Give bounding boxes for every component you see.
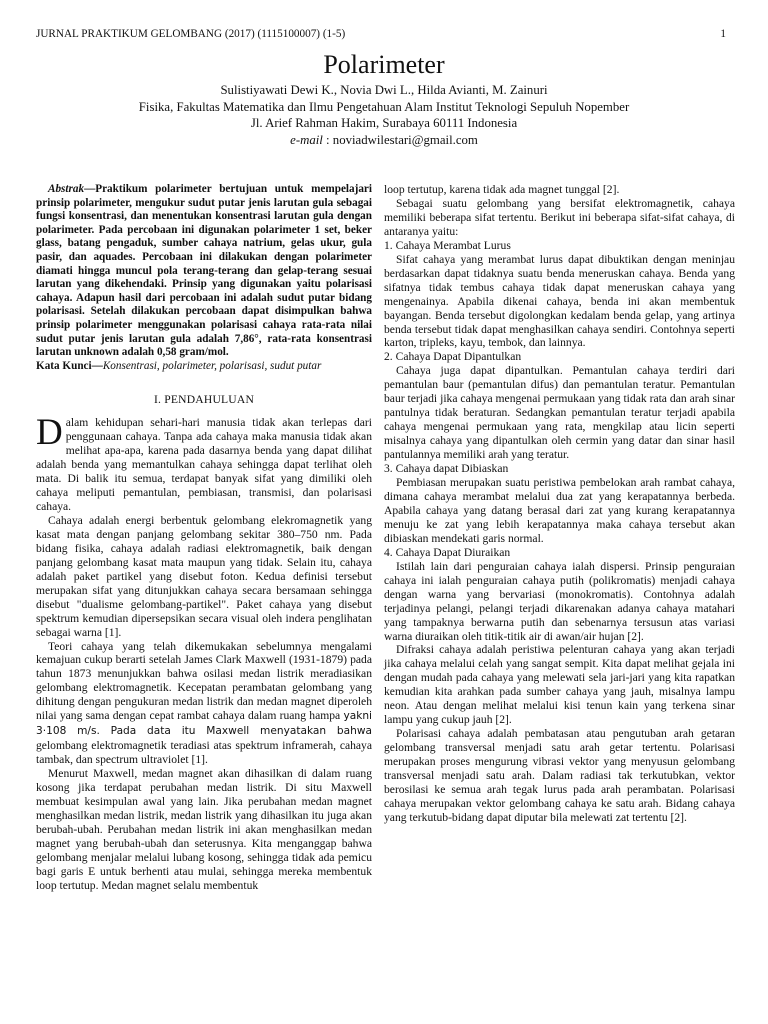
- page-number: 1: [720, 28, 726, 40]
- right-column: [384, 183, 735, 825]
- abstract-text: Praktikum polarimeter bertujuan untuk mempelajari prinsip polarimeter, mengukur sudut putar jenis larutan gula sebagai fungsi konsentrasi, dan menentukan konsentrasi larutan gula dengan polarimeter. Pada percobaan ini digunakan polarimeter 1 set, beker glass, batang pengaduk, sumber cahaya natrium, gelas ukur, gula pasir, dan aquades. Percobaan ini dilakukan dengan polarimeter diamati hingga muncul pola terang-terang dan gelap-terang sesuai larutan yang dikehendaki. Prinsip yang digunakan yaitu polarisasi cahaya. Adapun hasil dari percobaan ini adalah sudut putar bidang polarisasi. Setelah dilakukan percobaan dapat disimpulkan bahwa prinsip polarimeter menggunakan polarisasi cahaya rata-rata nilai sudut putar jenis larutan gula adalah 7,86°, rata-rata konsentrasi larutan unknown adalah 0,58 gram/mol.: [36, 183, 372, 359]
- abstract-dash: —: [84, 183, 96, 195]
- intro-paragraph-3: [36, 640, 372, 768]
- running-header: [36, 27, 726, 41]
- journal-header: JURNAL PRAKTIKUM GELOMBANG (2017) (1115100007) (1-5): [36, 28, 346, 40]
- keywords-label: Kata Kunci—: [36, 359, 103, 372]
- author-affiliation: Fisika, Fakultas Matematika dan Ilmu Pengetahuan Alam Institut Teknologi Sepuluh Nopember: [138, 99, 630, 114]
- left-column: [36, 183, 372, 893]
- right-paragraph-3: Cahaya juga dapat dipantulkan. Pemantulan cahaya terdiri dari pemantulan baur (pemantulan difus) dan pemantulan teratur. Pemantulan baur terjadi jika cahaya mengenai permukaan yang tidak rata dan arah sinar pantulnya tidak beraturan. Sedangkan pemantulan teratur terjadi apabila cahaya mengenai permukaan yang rata, mengkilap atau licin seperti misalnya cahaya yang dipantulkan oleh cermin yang datar dan sinar hasil pantulannya memiliki arah yang teratur.: [384, 364, 735, 462]
- subheading-1: 1. Cahaya Merambat Lurus: [384, 238, 511, 252]
- right-paragraph-5: Istilah lain dari penguraian cahaya ialah dispersi. Prinsip penguraian cahaya ini ialah penguraian cahaya putih (polikromatis) menjadi cahaya dengan warna yang bervariasi (monokromatis). Contohnya adalah terjadinya pelangi, pelangi terjadi dikarenakan adanya cahaya matahari yang tampaknya berwarna putih dan sebenarnya tersusun atas variasi warna diuraikan oleh titik-titik air di awan/air hujan [2].: [384, 559, 735, 643]
- paper-title: Polarimeter: [323, 50, 445, 79]
- keywords: [36, 360, 372, 374]
- keywords-text: Konsentrasi, polarimeter, polarisasi, sudut putar: [102, 359, 322, 372]
- author-email-line: [0, 132, 768, 149]
- email-link[interactable]: : noviadwilestari@gmail.com: [322, 132, 478, 147]
- abstract-label: Abstrak: [48, 183, 85, 195]
- intro-paragraph-3-text-a: Teori cahaya yang telah dikemukakan sebelumnya mengalami kemajuan cukup berarti setelah James Clark Maxwell (1931-1879) pada tahun 1873 menunjukkan bahwa osilasi medan listrik meradiasikan gelombang elektromagnetik. Kecepatan perambatan gelombang yang dihitung dengan pengukuran medan listrik dan medan magnet diperoleh nilai yang sama dengan cepat rambat cahaya dalam ruang hampa: [36, 639, 372, 723]
- intro-paragraph-2: Cahaya adalah energi berbentuk gelombang elekromagnetik yang kasat mata dengan panjang gelombang sekitar 380–750 nm. Pada bidang fisika, cahaya adalah radiasi elektromagnetik, baik dengan panjang gelombang kasat mata maupun yang tidak. Selain itu, cahaya adalah paket partikel yang disebut foton. Kedua definisi tersebut merupakan sifat yang ditunjukkan cahaya secara bersamaan sehingga disebut "dualisme gelombang-partikel". Paket cahaya yang disebut spektrum kemudian dipersepsikan secara visual oleh indera penglihatan sebagai warna [1].: [36, 513, 372, 639]
- subheading-4: 4. Cahaya Dapat Diuraikan: [384, 545, 511, 559]
- intro-paragraph-4: Menurut Maxwell, medan magnet akan dihasilkan di dalam ruang kosong jika terdapat perubahan medan listrik. Di situ Maxwell membuat kesimpulan awal yang lain. Jika perubahan medan magnet menghasilkan medan listrik, medan listrik yang dihasilkan itu juga akan berubah-ubah. Perubahan medan listrik ini akan menghasilkan medan magnet yang berubah-ubah dan seterusnya. Kita menganggap bahwa gelombang menjalar melalui lubang kosong, sehingga tidak ada pemicu bagi garis E untuk berhenti atau mulai, sehingga mereka membentuk loop tertutup. Medan magnet selalu membentuk: [36, 767, 372, 892]
- subheading-3: 3. Cahaya dapat Dibiaskan: [384, 462, 509, 476]
- right-paragraph-1: Sebagai suatu gelombang yang bersifat elektromagnetik, cahaya memiliki beberapa sifat tertentu. Berikut ini beberapa sifat-sifat cahaya, di antaranya yaitu:: [384, 196, 735, 238]
- abstract: [36, 183, 372, 360]
- right-paragraph-0: loop tertutup, karena tidak ada magnet tunggal [2].: [384, 183, 620, 196]
- author-block: [0, 82, 768, 148]
- intro-paragraph-1-text: alam kehidupan sehari-hari manusia tidak akan terlepas dari penggunaan cahaya. Tanpa ada cahaya maka manusia tidak akan melihat apa-apa, karena pada dasarnya benda yang dapat dilihat adalah benda yang memantulkan cahaya sehingga dapat terlihat oleh mata. Di balik itu semua, terdapat banyak sifat yang dimiliki oleh cahaya meliputi pemantulan, pembiasan, transmisi, dan polarisasi cahaya.: [36, 416, 372, 513]
- intro-paragraph-3-text-c: gelombang elektromagnetik teradiasi atas spektrum inframerah, cahaya tambak, dan spectrum ultraviolet [1].: [36, 739, 372, 767]
- author-address: Jl. Arief Rahman Hakim, Surabaya 60111 Indonesia: [250, 116, 518, 130]
- author-names: Sulistiyawati Dewi K., Novia Dwi L., Hilda Avianti, M. Zainuri: [220, 83, 548, 97]
- intro-paragraph-3-text-b: yakni 3·108 m/s. Pada data itu Maxwell menyatakan bahwa: [36, 710, 372, 738]
- right-paragraph-2: Sifat cahaya yang merambat lurus dapat dibuktikan dengan meninjau berdasarkan dapat tidaknya suatu benda meneruskan cahaya. Benda yang sifatnya tidak tembus cahaya tidak dapat meneruskan cahaya yang mengenainya. Apabila dikenai cahaya, benda ini akan membentuk bayangan. Benda tersebut digolongkan kedalam benda gelap, yang artinya benda tersebut tidak dapat menghasilkan cahaya sendiri. Contohnya seperti karton, tripleks, kayu, tembok, dan lainnya.: [384, 252, 735, 350]
- right-paragraph-6: Difraksi cahaya adalah peristiwa pelenturan cahaya yang akan terjadi jika cahaya melalui celah yang sangat sempit. Kita dapat melihat gejala ini dengan mudah pada cahaya yang melewati sela jari-jari yang kita rapatkan kemudian kita arahkan pada sumber cahaya yang jauh, misalnya lampu neon. Atau dengan melihat melalui kisi tenun kain yang terkena sinar lampu yang cukup jauh [2].: [384, 643, 735, 727]
- intro-paragraph-1: [36, 412, 372, 514]
- right-paragraph-4: Pembiasan merupakan suatu peristiwa pembelokan arah rambat cahaya, dimana cahaya merambat melalui dua zat yang kerapatannya berbeda. Apabila cahaya yang datang berasal dari zat yang kurang kerapatannya menuju ke zat yang lebih kerapatannya maka cahaya tersebut akan dibiaskan mendekati garis normal.: [384, 476, 735, 545]
- drop-cap: D: [36, 412, 63, 454]
- email-label: e-mail: [290, 132, 323, 147]
- subheading-2: 2. Cahaya Dapat Dipantulkan: [384, 350, 522, 364]
- right-paragraph-7: Polarisasi cahaya adalah pembatasan atau pengutuban arah getaran gelombang transversal menjadi satu arah getar tertentu. Polarisasi merupakan proses mengurung vibrasi vektor yang menyusun gelombang transversal menjadi satu arah. Dalam radiasi tak terkutubkan, vektor berosilasi ke semua arah tegak lurus pada arah perambatan. Polarisasi cahaya merupakan vektor gelombang cahaya ke satu arah. Bidang cahaya yang terkutub-bidang dapat diputar bila melewati zat tertentu [2].: [384, 727, 735, 824]
- section-heading-introduction: I. PENDAHULUAN: [153, 393, 255, 407]
